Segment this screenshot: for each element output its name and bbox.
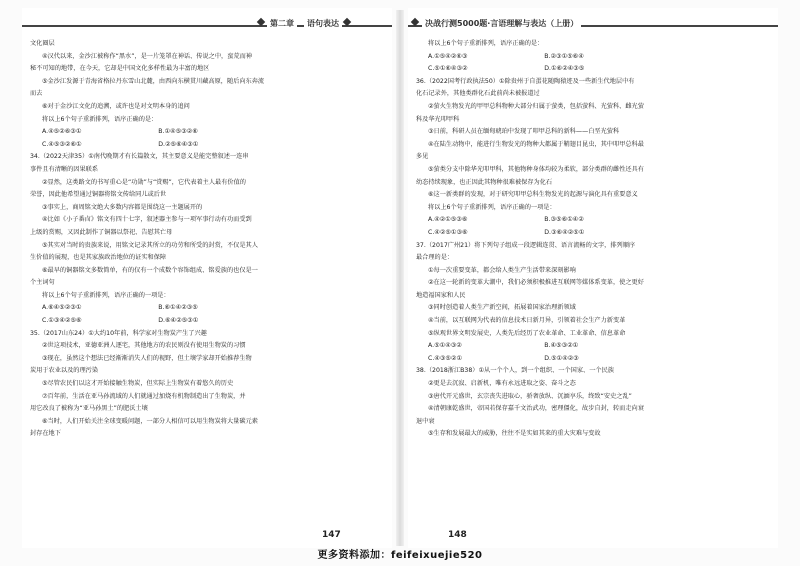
text-line: 将以上6个句子重新排列，语序正确的是：: [428, 40, 544, 47]
text-line: 事件且有清晰的因果联系: [30, 165, 99, 173]
answer-option: A.①⑤④②⑥③: [428, 52, 468, 60]
footer-contact-note: 更多资料添加：feifeixuejie520: [317, 550, 483, 561]
answer-options-row: [30, 139, 384, 152]
text-line: 37.（2017广州21）将下列句子组成一段逻辑连贯、语言流畅的文字，排列顺序: [416, 241, 636, 249]
answer-option: B.①④⑤③②⑥: [158, 128, 198, 136]
text-line: 最合理的是：: [416, 254, 454, 262]
answer-options-row: [416, 63, 770, 76]
answer-option: C.①③④②⑤⑥: [42, 317, 82, 325]
text-line: ①每一次重要变革，都会给人类生产生活带来深刻影响: [428, 266, 576, 274]
answer-options-row: [416, 214, 770, 227]
text-line: 个主词句: [30, 279, 55, 287]
text-line: ④在陆生动物中，能进行生物发光的物种大都属于鞘翅目昆虫，其中叩甲总科最: [428, 140, 644, 148]
answer-option: B.⑥①④②③⑤: [158, 304, 198, 312]
text-line: ③现在，虽然这个想法已经渐渐消失人们的视野，但土壤学家却开始推荐生物: [42, 354, 252, 362]
answer-options-row: [416, 340, 770, 353]
right-page-number: 148: [448, 530, 467, 540]
text-line: 将以上6个句子重新排列，语序正确的是：: [42, 115, 158, 123]
text-line: ④当前，以互联网为代表的信息技术日新月异，引领着社会生产力新变革: [428, 317, 626, 325]
text-line: ⑤生存和发展最大的威胁，往往不是实如其来的重大灾难与变故: [428, 430, 601, 438]
answer-option: A.⑥④⑤②③①: [42, 304, 82, 312]
text-line: ⑥最早的铜器铭文多数简单，有的仅有一个成数个容饰组成、铭爱族的也仅是一: [42, 266, 258, 274]
text-line: 文化圈层: [30, 40, 55, 47]
text-line: ⑤萤类分支中除华光叩甲科，其他物种身体均较为柔软，部分类群的雌性还具有: [428, 165, 644, 173]
text-line: ⑥这一新类群的发现，对于研究叩甲总科生物发光的起源与演化具有重要意义: [428, 191, 638, 199]
left-page-number: 147: [322, 530, 341, 540]
answer-options-row: [30, 302, 384, 315]
text-line: 封存在地下: [30, 430, 61, 438]
left-page-header: [22, 16, 392, 32]
text-line: ③日前，科研人员在缅甸琥珀中发现了叩甲总科的新科——白垩光萤科: [428, 128, 620, 136]
text-line: ⑥当时，人们开始关注全球变暖问题，一部分人相信可以用生物炭将大量碳元素: [42, 417, 258, 425]
left-page-body: [30, 38, 384, 441]
answer-option: C.④⑤③②⑥①: [42, 140, 82, 148]
answer-option: D.⑤①④②③: [544, 354, 579, 362]
text-line: ②在这一轮新的变革大潮中，我们必须积极推进互联网等媒体系变革，使之更好: [428, 279, 644, 287]
text-line: ⑤金沙江发源于青海省格拉丹东雪山北麓，由西向东横贯川藏高原，随后向东奔流: [42, 77, 265, 85]
text-line: 多见: [416, 153, 429, 161]
text-line: ②更是去沉寂、启新机，唯有永远进取之姿、奋斗之态: [428, 380, 576, 388]
answer-options-row: [416, 353, 770, 366]
text-line: 34.（2022天津35）①南代晚期才有长篇散文，其主要意义是能完整叙述一连串: [30, 153, 249, 161]
answer-option: A.⑤①④③②: [428, 342, 462, 350]
text-line: 化石记录外，其他类群化石此前尚未被报道过: [416, 90, 540, 98]
text-line: ②世这项技术，亚德亚洲人逐宅，其他地方的农民则没有使用生物炭的习惯: [42, 342, 246, 350]
text-line: ④清朝康乾盛世，帝国若保存嘉千文治武功，密理僵化，故步自封，转而走向衰: [428, 405, 644, 413]
answer-option: A.④②①⑤③⑥: [428, 216, 468, 224]
answer-option: C.④③⑤②①: [428, 354, 463, 362]
right-page-header: [408, 16, 778, 32]
answer-options-row: [30, 315, 384, 328]
answer-option: B.④⑤③②①: [544, 342, 579, 350]
text-line: ⑦百年前，生活在亚马孙流域的人们就通过加烧有机物制造出了生物炭，并: [42, 392, 246, 400]
answer-option: A.④⑤②⑥③①: [42, 128, 82, 136]
answer-option: D.①⑥②④③⑤: [544, 65, 585, 73]
book-gutter: [396, 10, 404, 546]
answer-option: B.②③①⑤⑥④: [544, 52, 584, 60]
header-chapter: 第二章: [267, 18, 297, 29]
text-line: 而去: [30, 90, 43, 98]
answer-option: B.③⑤⑥①④②: [544, 216, 584, 224]
text-line: 生价值的展现，也是其家族政治地位的证实和保障: [30, 254, 167, 262]
answer-option: D.②⑤⑥④③①: [158, 140, 199, 148]
left-page: [22, 8, 392, 548]
text-line: 荣誉，因此他希望通过铜器将铭文传给同儿或后世: [30, 191, 167, 199]
header-book-title: 决战行测5000题·言语理解与表达（上册）: [422, 18, 581, 29]
answer-option: D.⑥④②⑤③①: [158, 317, 199, 325]
answer-option: C.④②⑤①③⑥: [428, 228, 468, 236]
text-line: 炭用于农业以及的理污染: [30, 367, 99, 375]
right-page-body: [416, 38, 770, 441]
text-line: ⑤其实对当时的贵族来说，用铭文记录其所立的功劳和所受的封赏，不仅是其人: [42, 241, 258, 249]
header-section: 语句表达: [304, 18, 342, 29]
text-line: 秘不可知的地带，在今天，它却是中国文化多样性最为丰富的地区: [30, 65, 210, 73]
text-line: ②显然，这类路文的书写重心是“功勋”与“赏赐”，它代表着主人最有价值的: [42, 178, 246, 186]
text-line: 将以上6个句子重新排列，语序正确的一项是：: [428, 203, 556, 211]
answer-option: D.③⑥④②⑤①: [544, 228, 585, 236]
text-line: ⑥对于金沙江文化的追溯，或许也是对文明本身的追问: [42, 102, 190, 110]
text-line: ②萤火生物发光的甲甲总科物种大部分归属于萤类，包括萤科、光萤科、雌光萤: [428, 102, 644, 110]
text-line: 35.（2017山东24）①大约10年前，科学家对生物炭产生了兴趣: [30, 329, 207, 337]
text-line: 上级的赏赐，又因此制作了铜器以祭祀、告慰其亡母: [30, 228, 173, 236]
text-line: 36.（2022国考行政执法50）①除贵州于自蛋花随陶猿迹及一些新生代地层中有: [416, 77, 635, 85]
text-line: ⑤尽管农民们以这才开始接触生物炭，但实际上生物炭有着悠久的历史: [42, 380, 234, 388]
text-line: 38.（2018浙江B38）①从一个个人，到一个组织、一个国家、一个民族: [416, 367, 614, 375]
text-line: ⑤纵观世界文明发展史，人类先后经历了农业革命、工业革命、信息革命: [428, 329, 626, 337]
text-line: 地造福国家和人民: [416, 291, 466, 299]
text-line: ④汉代以来，金沙江被称作“黑水”，是一片笼罩在神话、传说之中，蛮荒而神: [42, 52, 252, 60]
text-line: 科及华光叩甲科: [416, 115, 460, 123]
answer-option: C.⑤①⑥④③②: [428, 65, 468, 73]
text-line: ③同时创造着人类生产新空间，拓展着国家治理新领域: [428, 304, 576, 312]
text-line: 幼态持续现象，也正因此其物种很难被保存为化石: [416, 178, 553, 186]
text-line: 退中衰: [416, 417, 435, 425]
text-line: ④比如《小子番卣》铭文有四十七字，叙述器主参与一项军事行动有功而受到: [42, 216, 252, 224]
text-line: 用它改良了被称为“亚马孙黑土”的肥沃土壤: [30, 405, 148, 413]
text-line: ③事实上，商周铭文绝大多数内容都是围绕这一主题展开的: [42, 203, 203, 211]
answer-options-row: [416, 51, 770, 64]
right-page: [408, 8, 778, 548]
text-line: ③唐代开元盛世，玄宗丧失进取心，骄奢放纵、沉湎享乐，终致“安史之乱”: [428, 392, 632, 400]
answer-options-row: [30, 126, 384, 139]
answer-options-row: [416, 227, 770, 240]
text-line: 将以上6个句子重新排列，语序正确的一项是：: [42, 291, 170, 299]
